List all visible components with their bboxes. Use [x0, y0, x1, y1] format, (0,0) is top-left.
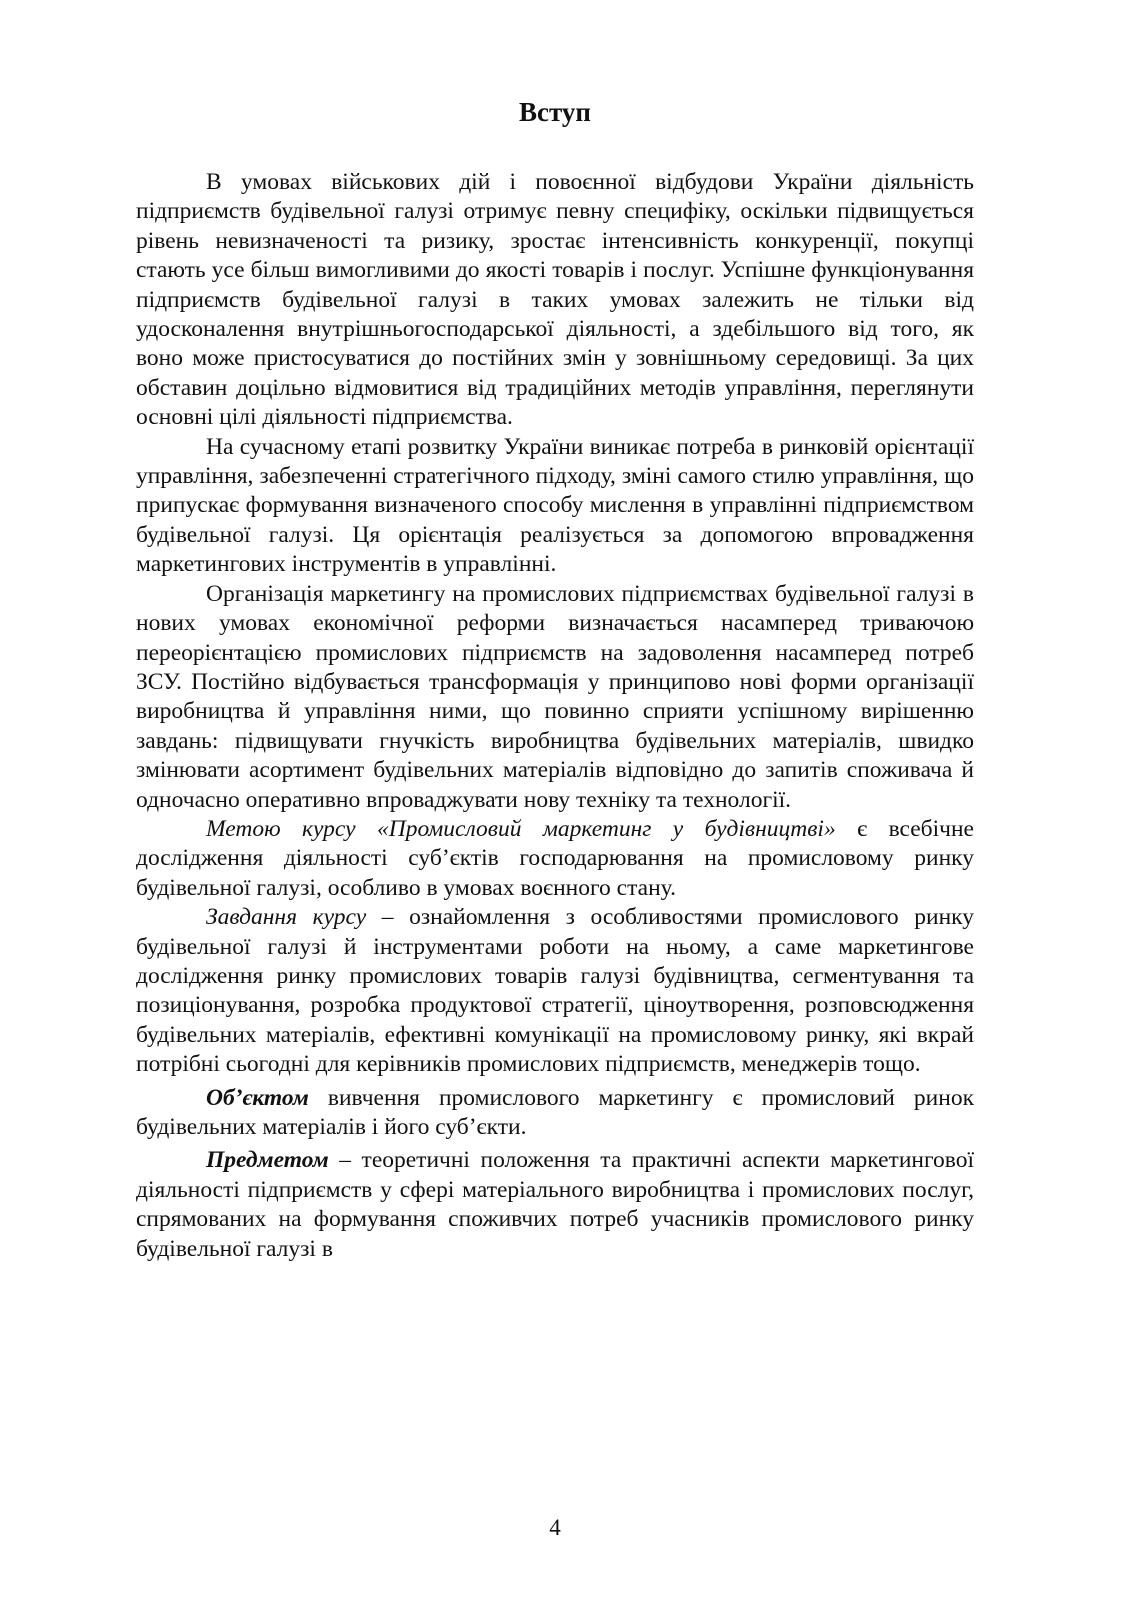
paragraph-text: – ознайомлення з особливостями промислового ринку будівельної галузі й інструментами роботи на ньому, а саме маркетингове дослідження ринку промислових товарів галузі будівництва, сегментування та позиціонування, розробка продуктової стратегії, ціноутворення, розповсюдження будівельних матеріалів, ефективні комунікації на промисловому ринку, які вкрай потрібні сьогодні для керівників промислових підприємств, менеджерів тощо.: [136, 904, 974, 1078]
paragraph-current-stage: [136, 433, 974, 580]
document-body: [136, 168, 974, 1264]
paragraph-organization: [136, 580, 974, 815]
paragraph-lead-bold-italic: Об’єктом: [206, 1084, 309, 1111]
paragraph-lead-italic: Метою курсу «Промисловий маркетинг у будівництві»: [206, 815, 836, 842]
page-title: Вступ: [519, 97, 591, 127]
paragraph-lead-italic: Завдання курсу: [206, 904, 367, 931]
paragraph-subject: [136, 1146, 974, 1264]
paragraph-text: є всебічне дослідження діяльності суб’єктів господарювання на промисловому ринку будівельної галузі, особливо в умовах воєнного стану.: [136, 815, 974, 901]
paragraph-lead-bold-italic: Предметом: [206, 1147, 329, 1174]
paragraph-course-tasks: [136, 903, 974, 1079]
paragraph-text: – теоретичні положення та практичні аспекти маркетингової діяльності підприємств у сфері матеріального виробництва і промислових послуг, спрямованих на формування споживчих потреб учасників промислового ринку будівельної галузі в: [136, 1147, 974, 1262]
paragraph-context: [136, 168, 974, 433]
paragraph-text: вивчення промислового маркетингу є промисловий ринок будівельних матеріалів і його суб’єкти.: [136, 1084, 974, 1140]
paragraph-course-goal: [136, 815, 974, 903]
page-number: 4: [549, 1515, 561, 1540]
paragraph-object: [136, 1084, 974, 1143]
paragraph-text: В умовах військових дій і повоєнної відбудови України діяльність підприємств будівельної галузі отримує певну специфіку, оскільки підвищується рівень невизначеності та ризику, зростає інтенсивність конкуренції, покупці стають усе більш вимогливими до якості товарів і послуг. Успішне функціонування підприємств будівельної галузі в таких умовах залежить не тільки від удосконалення внутрішньогосподарської діяльності, а здебільшого від того, як воно може пристосуватися до постійних змін у зовнішньому середовищі. За цих обставин доцільно відмовитися від традиційних методів управління, переглянути основні цілі діяльності підприємства.: [136, 169, 974, 431]
paragraph-text: На сучасному етапі розвитку України виникає потреба в ринковій орієнтації управління, забезпеченні стратегічного підходу, зміні самого стилю управління, що припускає формування визначеного способу мислення в управлінні підприємством будівельної галузі. Ця орієнтація реалізується за допомогою впровадження маркетингових інструментів в управлінні.: [136, 433, 974, 578]
paragraph-text: Організація маркетингу на промислових підприємствах будівельної галузі в нових умовах економічної реформи визначається насамперед триваючою переорієнтацією промислових підприємств на задоволення насамперед потреб ЗСУ. Постійно відбувається трансформація у принципово нові форми організації виробництва й управління ними, що повинно сприяти успішному вирішенню завдань: підвищувати гнучкість виробництва будівельних матеріалів, швидко змінювати асортимент будівельних матеріалів відповідно до запитів споживача й одночасно оперативно впроваджувати нову техніку та технології.: [136, 580, 974, 813]
